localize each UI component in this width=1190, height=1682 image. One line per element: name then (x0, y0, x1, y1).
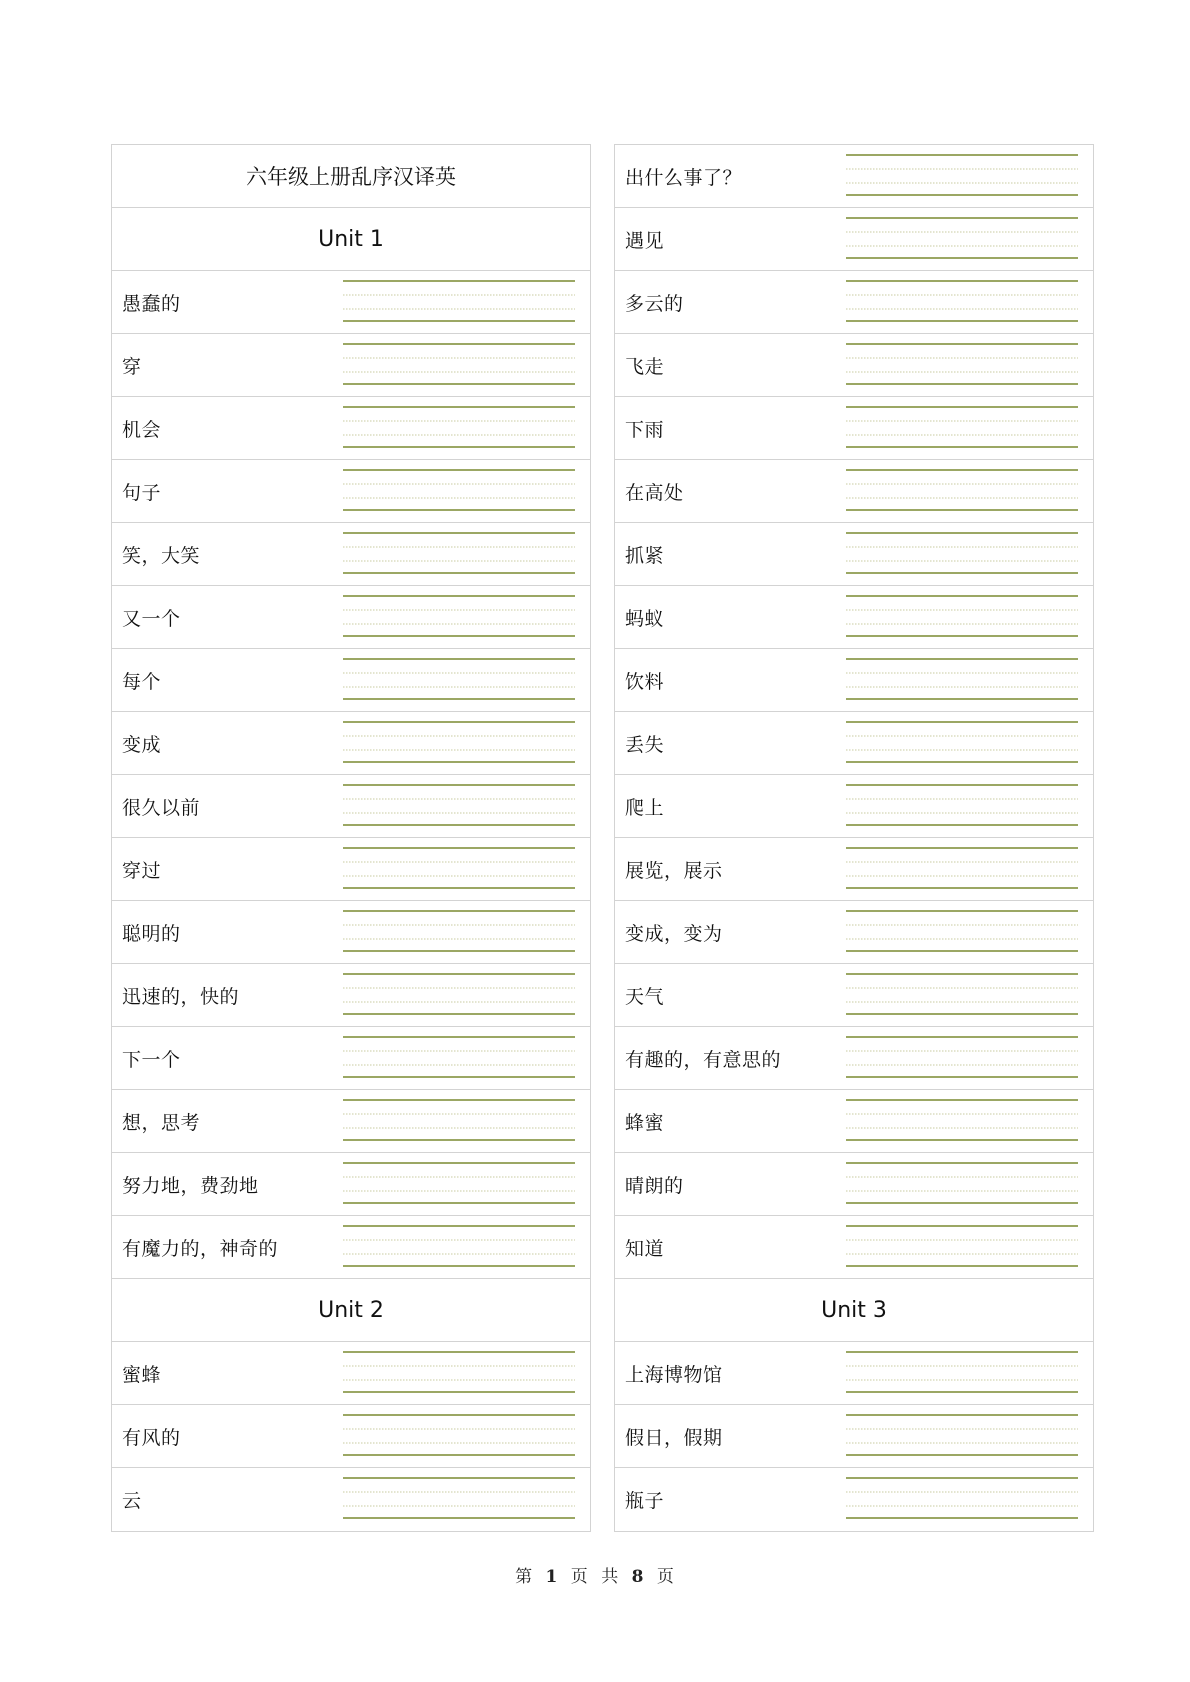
writing-lines (343, 1414, 575, 1457)
writing-lines (846, 1225, 1078, 1268)
vocab-row (112, 460, 590, 523)
chinese-word: 出什么事了？ (625, 166, 743, 189)
chinese-word: 穿过 (122, 859, 162, 882)
answer-writing-area[interactable] (846, 469, 1078, 512)
answer-writing-area[interactable] (846, 532, 1078, 575)
vocab-row (615, 649, 1093, 712)
vocab-row (615, 1216, 1093, 1279)
writing-lines (846, 1414, 1078, 1457)
vocab-row (112, 523, 590, 586)
answer-writing-area[interactable] (343, 280, 575, 323)
writing-lines (846, 217, 1078, 260)
vocab-row (112, 1405, 590, 1468)
vocab-row (112, 1153, 590, 1216)
vocab-row (615, 208, 1093, 271)
vocab-row (615, 1153, 1093, 1216)
answer-writing-area[interactable] (343, 532, 575, 575)
vocab-row (112, 712, 590, 775)
writing-lines (846, 469, 1078, 512)
chinese-word: 爬上 (625, 796, 665, 819)
worksheet-title: 六年级上册乱序汉译英 (112, 145, 590, 208)
chinese-word: 天气 (625, 985, 665, 1008)
answer-writing-area[interactable] (343, 1477, 575, 1520)
answer-writing-area[interactable] (343, 595, 575, 638)
chinese-word: 有风的 (122, 1426, 181, 1449)
writing-lines (846, 1162, 1078, 1205)
writing-lines (846, 532, 1078, 575)
answer-writing-area[interactable] (846, 1036, 1078, 1079)
chinese-word: 很久以前 (122, 796, 201, 819)
answer-writing-area[interactable] (846, 217, 1078, 260)
vocab-row (615, 1090, 1093, 1153)
writing-lines (846, 595, 1078, 638)
chinese-word: 在高处 (625, 481, 684, 504)
writing-lines (343, 1162, 575, 1205)
vocab-row (112, 838, 590, 901)
vocab-row (615, 1405, 1093, 1468)
page-footer (0, 1562, 1190, 1587)
chinese-word: 下一个 (122, 1048, 181, 1071)
answer-writing-area[interactable] (846, 406, 1078, 449)
chinese-word: 蜜蜂 (122, 1363, 162, 1386)
answer-writing-area[interactable] (846, 1477, 1078, 1520)
chinese-word: 蚂蚁 (625, 607, 665, 630)
answer-writing-area[interactable] (846, 973, 1078, 1016)
writing-lines (846, 343, 1078, 386)
answer-writing-area[interactable] (846, 784, 1078, 827)
chinese-word: 飞走 (625, 355, 665, 378)
chinese-word: 瓶子 (625, 1490, 665, 1512)
vocab-row (112, 586, 590, 649)
answer-writing-area[interactable] (343, 847, 575, 890)
answer-writing-area[interactable] (343, 784, 575, 827)
vocab-row (615, 901, 1093, 964)
writing-lines (846, 973, 1078, 1016)
total-page-number: 8 (631, 1567, 645, 1587)
chinese-word: 想，思考 (122, 1111, 201, 1134)
writing-lines (343, 595, 575, 638)
chinese-word: 饮料 (625, 670, 665, 693)
vocab-row (112, 1090, 590, 1153)
chinese-word: 有魔力的，神奇的 (122, 1237, 279, 1260)
vocab-row (112, 649, 590, 712)
chinese-word: 机会 (122, 418, 162, 441)
left-column (111, 144, 591, 1532)
writing-lines (846, 154, 1078, 197)
vocab-row (615, 334, 1093, 397)
answer-writing-area[interactable] (846, 280, 1078, 323)
answer-writing-area[interactable] (343, 1225, 575, 1268)
writing-lines (343, 1225, 575, 1268)
writing-lines (846, 910, 1078, 953)
chinese-word: 笑，大笑 (122, 544, 201, 567)
writing-lines (846, 721, 1078, 764)
answer-writing-area[interactable] (343, 343, 575, 386)
answer-writing-area[interactable] (343, 721, 575, 764)
vocab-row (615, 271, 1093, 334)
chinese-word: 晴朗的 (625, 1174, 684, 1197)
chinese-word: 展览，展示 (625, 859, 723, 882)
writing-lines (343, 910, 575, 953)
chinese-word: 每个 (122, 670, 162, 693)
answer-writing-area[interactable] (846, 1414, 1078, 1457)
chinese-word: 多云的 (625, 292, 684, 315)
vocab-row (112, 775, 590, 838)
unit-header: Unit 1 (112, 208, 590, 271)
writing-lines (343, 280, 575, 323)
answer-writing-area[interactable] (846, 1351, 1078, 1394)
vocab-row (112, 334, 590, 397)
chinese-word: 丢失 (625, 733, 665, 756)
answer-writing-area[interactable] (846, 343, 1078, 386)
answer-writing-area[interactable] (846, 910, 1078, 953)
vocab-row (615, 523, 1093, 586)
vocab-row (112, 1027, 590, 1090)
writing-lines (343, 784, 575, 827)
chinese-word: 云 (122, 1490, 142, 1512)
writing-lines (846, 280, 1078, 323)
answer-writing-area[interactable] (343, 1162, 575, 1205)
answer-writing-area[interactable] (343, 973, 575, 1016)
writing-lines (343, 847, 575, 890)
vocab-row (615, 1468, 1093, 1531)
writing-lines (846, 406, 1078, 449)
chinese-word: 迅速的，快的 (122, 985, 240, 1008)
writing-lines (343, 532, 575, 575)
vocab-row (112, 901, 590, 964)
answer-writing-area[interactable] (846, 1099, 1078, 1142)
writing-lines (846, 1351, 1078, 1394)
vocab-row (112, 1216, 590, 1279)
writing-lines (343, 469, 575, 512)
writing-lines (846, 1036, 1078, 1079)
footer-middle: 页 共 (570, 1567, 620, 1587)
chinese-word: 变成 (122, 733, 162, 756)
chinese-word: 遇见 (625, 229, 665, 252)
chinese-word: 愚蠢的 (122, 292, 181, 315)
writing-lines (343, 1099, 575, 1142)
unit-header: Unit 2 (112, 1279, 590, 1342)
writing-lines (846, 658, 1078, 701)
answer-writing-area[interactable] (343, 910, 575, 953)
chinese-word: 上海博物馆 (625, 1363, 723, 1386)
vocab-row (615, 586, 1093, 649)
answer-writing-area[interactable] (343, 1351, 575, 1394)
writing-lines (343, 1036, 575, 1079)
vocab-row (112, 271, 590, 334)
vocab-row (615, 775, 1093, 838)
current-page-number: 1 (545, 1567, 559, 1587)
unit-header: Unit 3 (615, 1279, 1093, 1342)
answer-writing-area[interactable] (846, 1162, 1078, 1205)
answer-writing-area[interactable] (846, 721, 1078, 764)
chinese-word: 变成，变为 (625, 922, 723, 945)
vocab-row (112, 1342, 590, 1405)
answer-writing-area[interactable] (343, 658, 575, 701)
vocab-row (615, 460, 1093, 523)
chinese-word: 蜂蜜 (625, 1111, 665, 1134)
chinese-word: 又一个 (122, 607, 181, 630)
chinese-word: 知道 (625, 1237, 665, 1260)
vocab-row (112, 397, 590, 460)
right-column (614, 144, 1094, 1532)
footer-suffix: 页 (656, 1567, 675, 1587)
writing-lines (343, 1351, 575, 1394)
answer-writing-area[interactable] (846, 595, 1078, 638)
vocab-row (615, 712, 1093, 775)
answer-writing-area[interactable] (343, 1099, 575, 1142)
chinese-word: 句子 (122, 481, 162, 504)
writing-lines (846, 847, 1078, 890)
answer-writing-area[interactable] (846, 847, 1078, 890)
chinese-word: 有趣的，有意思的 (625, 1048, 782, 1071)
answer-writing-area[interactable] (343, 1036, 575, 1079)
answer-writing-area[interactable] (343, 406, 575, 449)
chinese-word: 穿 (122, 355, 142, 378)
vocab-row (615, 1027, 1093, 1090)
writing-lines (343, 406, 575, 449)
vocab-row (615, 1342, 1093, 1405)
writing-lines (343, 343, 575, 386)
vocab-row (615, 397, 1093, 460)
vocab-row (112, 1468, 590, 1531)
writing-lines (846, 1477, 1078, 1520)
answer-writing-area[interactable] (343, 1414, 575, 1457)
writing-lines (343, 1477, 575, 1520)
writing-lines (343, 721, 575, 764)
vocab-row (615, 964, 1093, 1027)
vocab-row (112, 964, 590, 1027)
writing-lines (846, 784, 1078, 827)
chinese-word: 抓紧 (625, 544, 665, 567)
vocab-row (615, 838, 1093, 901)
answer-writing-area[interactable] (846, 658, 1078, 701)
chinese-word: 聪明的 (122, 922, 181, 945)
writing-lines (343, 658, 575, 701)
vocab-row (615, 145, 1093, 208)
answer-writing-area[interactable] (846, 154, 1078, 197)
footer-prefix: 第 (515, 1567, 534, 1587)
writing-lines (343, 973, 575, 1016)
answer-writing-area[interactable] (846, 1225, 1078, 1268)
answer-writing-area[interactable] (343, 469, 575, 512)
chinese-word: 假日，假期 (625, 1426, 723, 1449)
chinese-word: 努力地，费劲地 (122, 1174, 259, 1197)
writing-lines (846, 1099, 1078, 1142)
chinese-word: 下雨 (625, 418, 665, 441)
